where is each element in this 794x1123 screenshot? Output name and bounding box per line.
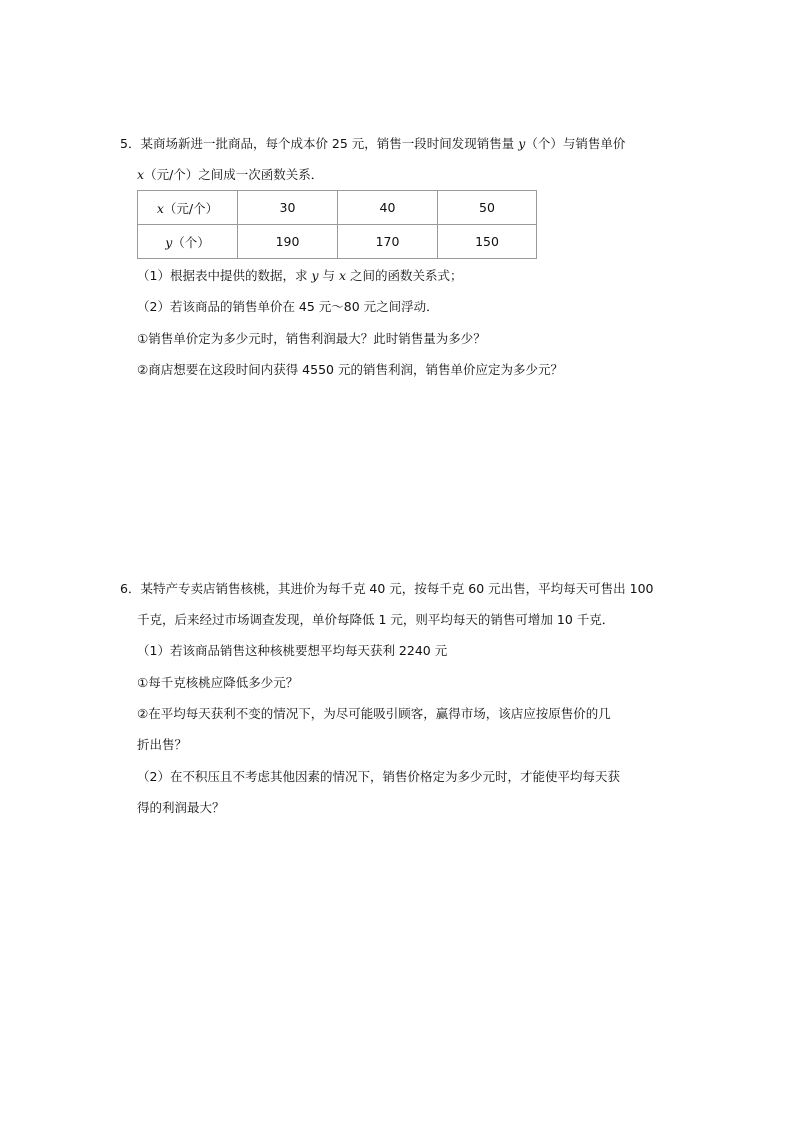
q6-part2-line1: （2）在不积压且不考虑其他因素的情况下，销售价格定为多少元时，才能使平均每天获 [137,769,620,784]
table-cell: 30 [238,191,338,225]
table-cell: 170 [338,225,438,259]
q5-sub1: ①销售单价定为多少元时，销售利润最大？此时销售量为多少？ [137,331,486,346]
table-cell: 50 [438,191,537,225]
q5-line2 [137,167,323,183]
q6-sub2-line1: ②在平均每天获利不变的情况下，为尽可能吸引顾客，赢得市场，该店应按原售价的几 [137,706,611,721]
q6-line1-text: 某特产专卖店销售核桃，其进价为每千克 40 元，按每千克 60 元出售，平均每天可售出 100 [140,581,654,596]
q5-var-y: y [518,136,526,151]
q6-number: 6． [120,581,141,596]
table-cell: 190 [238,225,338,259]
q6-part1: （1）若该商品销售这种核桃要想平均每天获利 2240 元 [137,643,448,658]
table-header-x: x（元/个） [138,191,238,225]
q5-sub2: ②商店想要在这段时间内获得 4550 元的销售利润，销售单价应定为多少元？ [137,362,563,377]
q5-line1-text-b: （个）与销售单价 [525,136,626,151]
table-header-y: y（个） [138,225,238,259]
q6-sub2-line2: 折出售？ [137,737,188,752]
table-cell: 150 [438,225,537,259]
q6-line1 [120,581,654,597]
q5-var-x: x [137,167,145,182]
q6-line2: 千克，后来经过市场调查发现，单价每降低 1 元，则平均每天的销售可增加 10 千克． [137,612,615,627]
q5-data-table [137,190,537,259]
table-row-x [138,191,537,225]
q5-number: 5． [120,136,141,151]
q5-line1-text: 某商场新进一批商品，每个成本价 25 元，销售一段时间发现销售量 [140,136,519,151]
table-cell: 40 [338,191,438,225]
q6-part2-line2: 得的利润最大？ [137,800,225,815]
q5-part2: （2）若该商品的销售单价在 45 元～80 元之间浮动． [137,299,439,314]
q5-line1 [120,136,625,152]
q6-sub1: ①每千克核桃应降低多少元？ [137,675,299,690]
q5-part1: （1）根据表中提供的数据，求 y 与 x 之间的函数关系式； [137,268,463,283]
q5-line2-text: （元/个）之间成一次函数关系． [144,167,324,182]
table-row-y [138,225,537,259]
